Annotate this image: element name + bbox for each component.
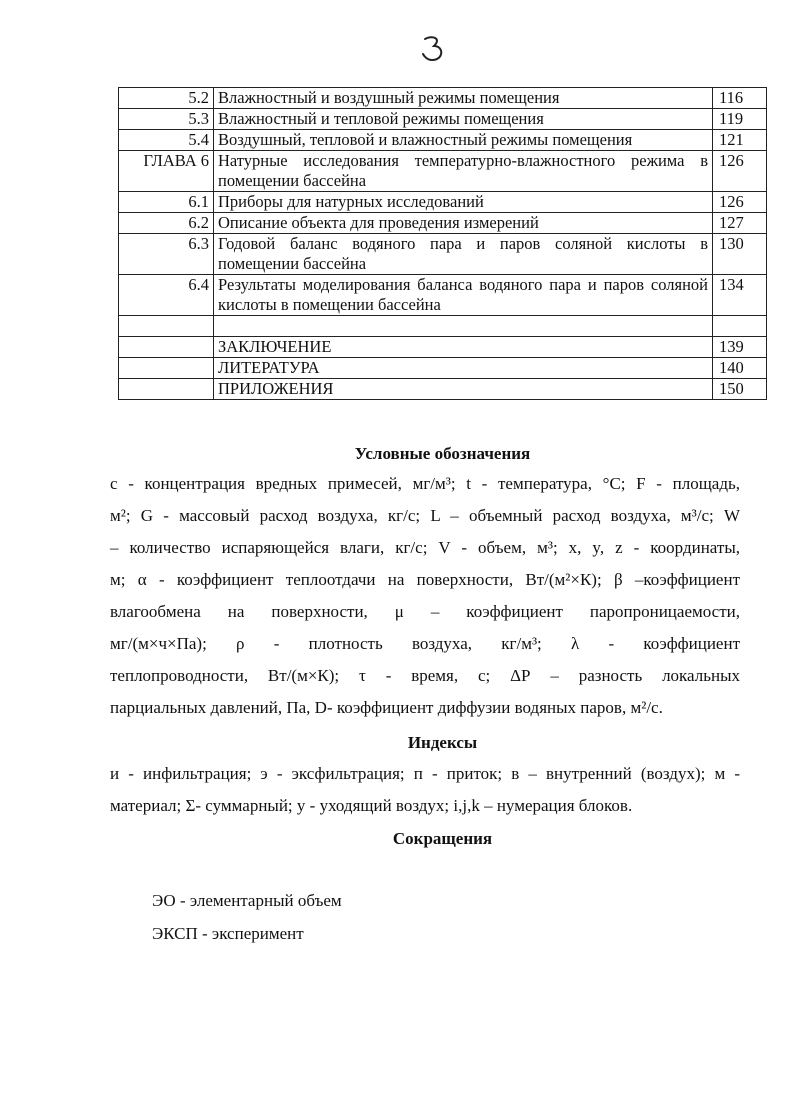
toc-page: 126 [713,151,767,192]
indices-line: материал; Σ- суммарный; у - уходящий воздух; i,j,k – нумерация блоков. [110,796,633,815]
toc-row [119,192,767,213]
toc-number [119,379,214,400]
toc-row [119,379,767,400]
toc-row [119,358,767,379]
table-of-contents [118,87,767,400]
toc-row [119,109,767,130]
toc-page: 121 [713,130,767,151]
toc-page: 130 [713,234,767,275]
abbreviation-item: ЭКСП - эксперимент [152,924,304,943]
toc-number: 6.2 [119,213,214,234]
toc-row [119,88,767,109]
toc-row [119,316,767,337]
toc-title: ПРИЛОЖЕНИЯ [214,379,713,400]
notation-line: м; α - коэффициент теплоотдачи на поверхности, Вт/(м²×К); β –коэффициент [110,570,740,589]
notation-line: м²; G - массовый расход воздуха, кг/с; L – объемный расход воздуха, м³/с; W [110,506,740,525]
toc-number: 6.1 [119,192,214,213]
toc-row [119,275,767,316]
toc-title: ЗАКЛЮЧЕНИЕ [214,337,713,358]
toc-row [119,151,767,192]
notation-text [110,468,740,724]
indices-text [110,758,740,822]
notation-line: – количество испаряющейся влаги, кг/с; V - объем, м³; x, y, z - координаты, [110,538,740,557]
toc-title: Результаты моделирования баланса водяного пара и паров соляной кислоты в помещении бассейна [214,275,713,316]
toc-number [119,337,214,358]
toc-page: 140 [713,358,767,379]
indices-heading: Индексы [407,733,478,752]
toc-page: 150 [713,379,767,400]
notation-line: c - концентрация вредных примесей, мг/м³; t - температура, °С; F - площадь, [110,474,740,493]
notation-line: теплопроводности, Вт/(м×К); τ - время, с; ΔР – разность локальных [110,666,740,685]
toc-number: 6.4 [119,275,214,316]
toc-row [119,130,767,151]
notation-line: парциальных давлений, Па, D- коэффициент диффузии водяных паров, м²/с. [110,698,663,717]
abbreviations-heading: Сокращения [392,829,493,848]
abbreviation-item: ЭО - элементарный объем [152,891,342,910]
notation-heading: Условные обозначения [354,444,531,463]
toc-page: 134 [713,275,767,316]
toc-number: 5.2 [119,88,214,109]
toc-title: Описание объекта для проведения измерений [214,213,713,234]
toc-title: Влажностный и воздушный режимы помещения [214,88,713,109]
notation-line: мг/(м×ч×Па); ρ - плотность воздуха, кг/м³; λ - коэффициент [110,634,740,653]
toc-row [119,234,767,275]
toc-page: 139 [713,337,767,358]
toc-page [713,316,767,337]
toc-number: 5.4 [119,130,214,151]
toc-number: 5.3 [119,109,214,130]
toc-page: 126 [713,192,767,213]
toc-row [119,213,767,234]
toc-page: 116 [713,88,767,109]
handwritten-page-number [418,34,452,64]
toc-title [214,316,713,337]
notation-line: влагообмена на поверхности, μ – коэффициент паропроницаемости, [110,602,740,621]
toc-number [119,358,214,379]
toc-row [119,337,767,358]
toc-title: Приборы для натурных исследований [214,192,713,213]
indices-line: и - инфильтрация; э - эксфильтрация; п - приток; в – внутренний (воздух); м - [110,764,740,783]
toc-page: 127 [713,213,767,234]
toc-number: ГЛАВА 6 [119,151,214,192]
toc-title: Натурные исследования температурно-влажностного режима в помещении бассейна [214,151,713,192]
toc-number [119,316,214,337]
toc-number: 6.3 [119,234,214,275]
toc-title: Годовой баланс водяного пара и паров соляной кислоты в помещении бассейна [214,234,713,275]
toc-title: Воздушный, тепловой и влажностный режимы помещения [214,130,713,151]
toc-title: Влажностный и тепловой режимы помещения [214,109,713,130]
toc-page: 119 [713,109,767,130]
toc-title: ЛИТЕРАТУРА [214,358,713,379]
